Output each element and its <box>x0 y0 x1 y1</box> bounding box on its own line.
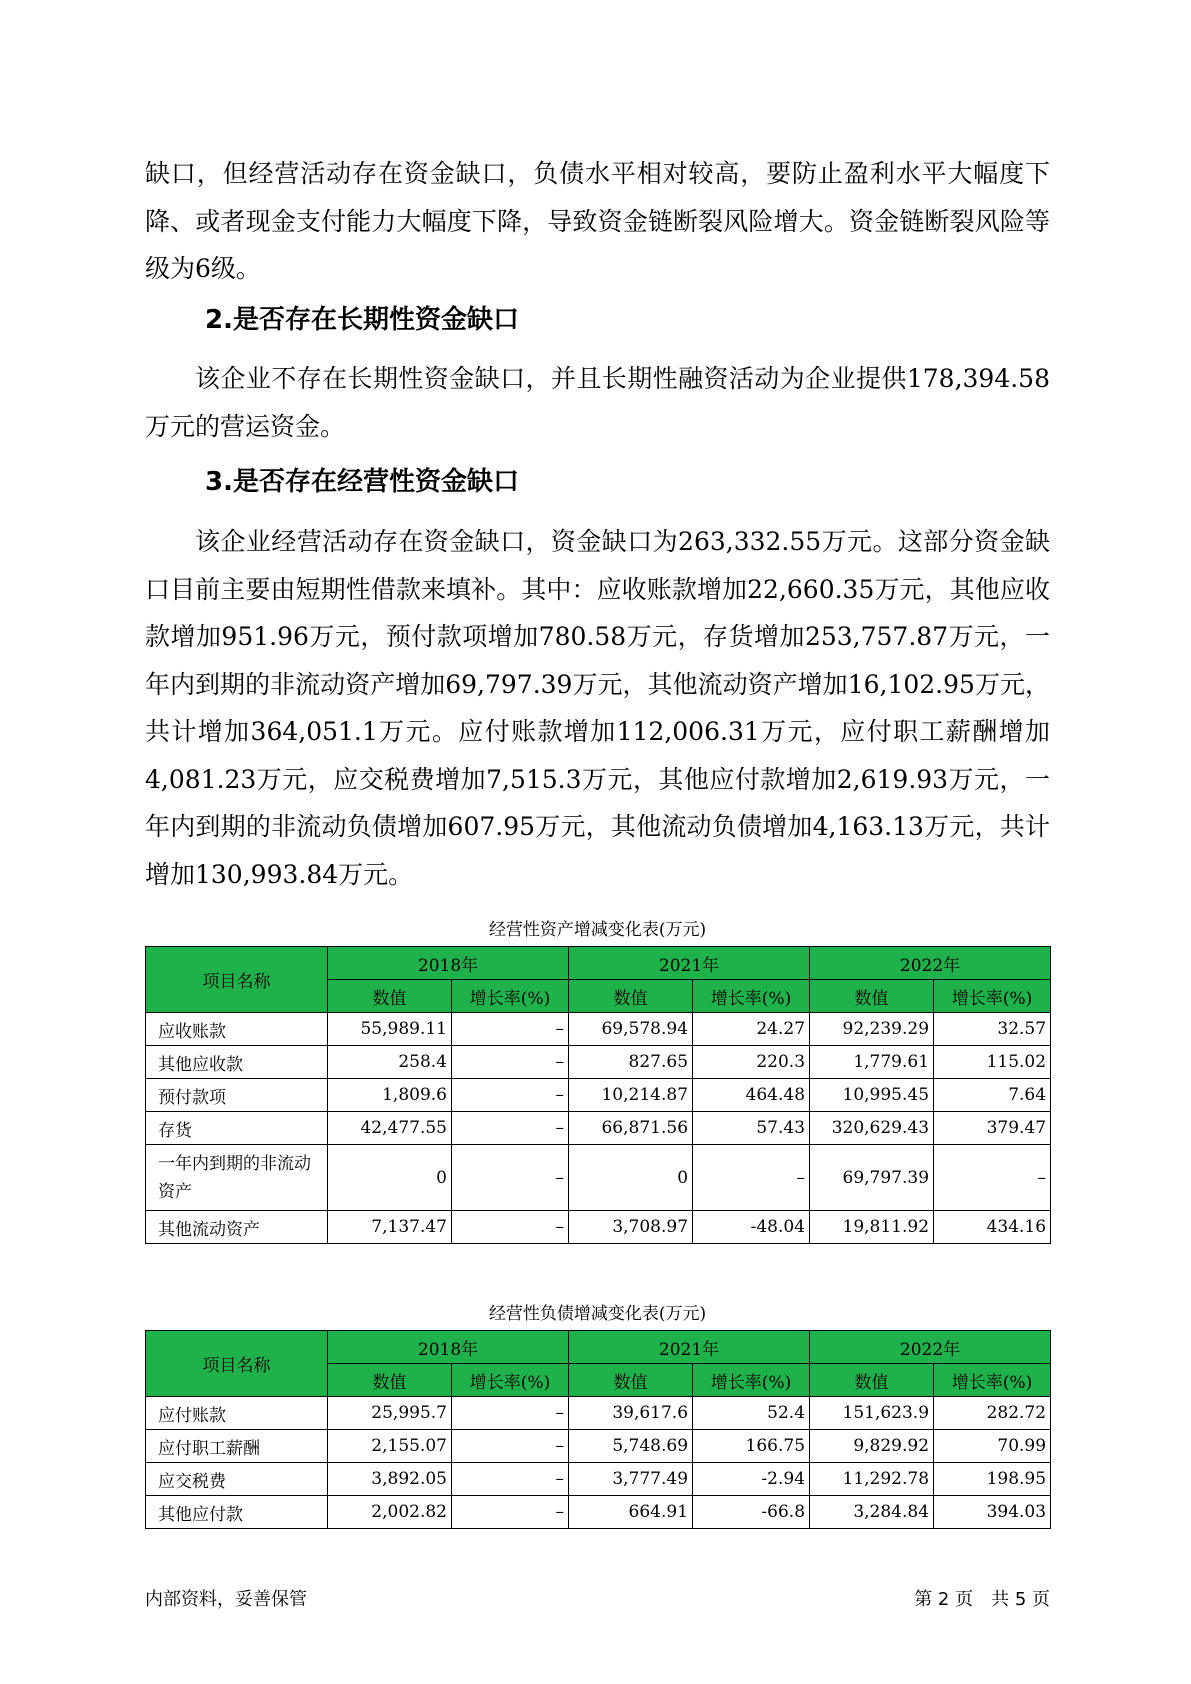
row-name: 其他应付款 <box>146 1496 328 1529</box>
table-row <box>146 1079 1051 1112</box>
cell-value: 1,779.61 <box>810 1046 934 1079</box>
cell-value: 69,578.94 <box>569 1013 693 1046</box>
header-year-2022: 2022年 <box>810 1331 1051 1364</box>
cell-growth: – <box>452 1145 569 1211</box>
header-year-2018: 2018年 <box>328 947 569 980</box>
cell-value: 9,829.92 <box>810 1430 934 1463</box>
row-name: 一年内到期的非流动资产 <box>146 1145 328 1211</box>
header-year-2021: 2021年 <box>569 947 810 980</box>
footer-confidential-note: 内部资料，妥善保管 <box>145 1589 307 1610</box>
cell-value: 3,284.84 <box>810 1496 934 1529</box>
paragraph-risk-summary: 缺口，但经营活动存在资金缺口，负债水平相对较高，要防止盈利水平大幅度下降、或者现金支付能力大幅度下降，导致资金链断裂风险增大。资金链断裂风险等级为6级。 <box>145 159 1050 283</box>
cell-growth: 379.47 <box>934 1112 1051 1145</box>
cell-growth: – <box>452 1211 569 1244</box>
cell-value: 25,995.7 <box>328 1397 452 1430</box>
cell-value: 827.65 <box>569 1046 693 1079</box>
cell-growth: 32.57 <box>934 1013 1051 1046</box>
header-growth: 增长率(%) <box>452 1364 569 1397</box>
cell-growth: 434.16 <box>934 1211 1051 1244</box>
header-value: 数值 <box>328 980 452 1013</box>
cell-growth: 7.64 <box>934 1079 1051 1112</box>
header-year-2021: 2021年 <box>569 1331 810 1364</box>
cell-value: 151,623.9 <box>810 1397 934 1430</box>
table1-caption: 经营性资产增减变化表(万元) <box>488 920 707 940</box>
cell-value: 3,708.97 <box>569 1211 693 1244</box>
table-row <box>146 1145 1051 1211</box>
heading-operating-gap: 3.是否存在经营性资金缺口 <box>205 467 519 497</box>
paragraph-long-term-gap: 该企业不存在长期性资金缺口，并且长期性融资活动为企业提供178,394.58万元的营运资金。 <box>145 364 1050 441</box>
row-name: 应付账款 <box>146 1397 328 1430</box>
header-growth: 增长率(%) <box>934 1364 1051 1397</box>
cell-growth: -2.94 <box>693 1463 810 1496</box>
cell-growth: – <box>452 1463 569 1496</box>
header-value: 数值 <box>328 1364 452 1397</box>
row-name: 存货 <box>146 1112 328 1145</box>
row-name: 应收账款 <box>146 1013 328 1046</box>
cell-growth: – <box>452 1397 569 1430</box>
row-name: 其他应收款 <box>146 1046 328 1079</box>
cell-value: 0 <box>569 1145 693 1211</box>
cell-growth: 464.48 <box>693 1079 810 1112</box>
cell-value: 69,797.39 <box>810 1145 934 1211</box>
cell-growth: – <box>452 1046 569 1079</box>
cell-growth: – <box>934 1145 1051 1211</box>
cell-value: 66,871.56 <box>569 1112 693 1145</box>
footer-page-number: 第 2 页 共 5 页 <box>914 1589 1050 1610</box>
heading-long-term-gap: 2.是否存在长期性资金缺口 <box>205 305 519 335</box>
cell-value: 7,137.47 <box>328 1211 452 1244</box>
header-value: 数值 <box>569 1364 693 1397</box>
cell-value: 5,748.69 <box>569 1430 693 1463</box>
cell-growth: -66.8 <box>693 1496 810 1529</box>
row-name: 预付款项 <box>146 1079 328 1112</box>
cell-growth: – <box>693 1145 810 1211</box>
header-growth: 增长率(%) <box>452 980 569 1013</box>
row-name: 应交税费 <box>146 1463 328 1496</box>
table-row <box>146 1430 1051 1463</box>
header-year-2018: 2018年 <box>328 1331 569 1364</box>
cell-value: 3,892.05 <box>328 1463 452 1496</box>
table-row <box>146 1112 1051 1145</box>
paragraph-operating-gap: 该企业经营活动存在资金缺口，资金缺口为263,332.55万元。这部分资金缺口目前主要由短期性借款来填补。其中：应收账款增加22,660.35万元，其他应收款增加951.96万元，预付款项增加780.58万元，存货增加253,757.87万元，一年内到期的非流动资产增加69,797.39万元，其他流动资产增加16,102.95万元，共计增加364,051.1万元。应付账款增加112,006.31万元，应付职工薪酬增加4,081.23万元，应交税费增加7,515.3万元，其他应付款增加2,619.93万元，一年内到期的非流动负债增加607.95万元，其他流动负债增加4,163.13万元，共计增加130,993.84万元。 <box>145 527 1050 889</box>
row-name: 其他流动资产 <box>146 1211 328 1244</box>
cell-value: 1,809.6 <box>328 1079 452 1112</box>
cell-value: 2,002.82 <box>328 1496 452 1529</box>
table-row <box>146 1211 1051 1244</box>
cell-value: 3,777.49 <box>569 1463 693 1496</box>
cell-value: 92,239.29 <box>810 1013 934 1046</box>
cell-value: 10,995.45 <box>810 1079 934 1112</box>
row-name: 应付职工薪酬 <box>146 1430 328 1463</box>
cell-value: 39,617.6 <box>569 1397 693 1430</box>
cell-value: 258.4 <box>328 1046 452 1079</box>
header-growth: 增长率(%) <box>934 980 1051 1013</box>
cell-value: 664.91 <box>569 1496 693 1529</box>
cell-value: 2,155.07 <box>328 1430 452 1463</box>
cell-growth: – <box>452 1079 569 1112</box>
cell-growth: 52.4 <box>693 1397 810 1430</box>
table-row <box>146 1463 1051 1496</box>
cell-value: 320,629.43 <box>810 1112 934 1145</box>
header-growth: 增长率(%) <box>693 1364 810 1397</box>
cell-growth: – <box>452 1430 569 1463</box>
cell-growth: – <box>452 1496 569 1529</box>
header-year-2022: 2022年 <box>810 947 1051 980</box>
cell-growth: 198.95 <box>934 1463 1051 1496</box>
header-growth: 增长率(%) <box>693 980 810 1013</box>
cell-growth: 24.27 <box>693 1013 810 1046</box>
header-value: 数值 <box>810 980 934 1013</box>
header-value: 数值 <box>569 980 693 1013</box>
cell-growth: -48.04 <box>693 1211 810 1244</box>
table-row <box>146 1397 1051 1430</box>
cell-growth: 394.03 <box>934 1496 1051 1529</box>
table2-caption: 经营性负债增减变化表(万元) <box>488 1304 707 1324</box>
cell-growth: 282.72 <box>934 1397 1051 1430</box>
operating-liabilities-table <box>145 1330 1051 1529</box>
cell-value: 10,214.87 <box>569 1079 693 1112</box>
header-item-name: 项目名称 <box>146 947 328 1013</box>
cell-growth: 166.75 <box>693 1430 810 1463</box>
table-row <box>146 1496 1051 1529</box>
operating-assets-table <box>145 946 1051 1244</box>
cell-growth: 57.43 <box>693 1112 810 1145</box>
cell-value: 42,477.55 <box>328 1112 452 1145</box>
cell-growth: – <box>452 1013 569 1046</box>
table-row <box>146 1013 1051 1046</box>
cell-value: 55,989.11 <box>328 1013 452 1046</box>
cell-value: 19,811.92 <box>810 1211 934 1244</box>
header-item-name: 项目名称 <box>146 1331 328 1397</box>
cell-growth: 115.02 <box>934 1046 1051 1079</box>
cell-value: 11,292.78 <box>810 1463 934 1496</box>
header-value: 数值 <box>810 1364 934 1397</box>
cell-growth: 70.99 <box>934 1430 1051 1463</box>
cell-growth: – <box>452 1112 569 1145</box>
table-row <box>146 1046 1051 1079</box>
cell-growth: 220.3 <box>693 1046 810 1079</box>
cell-value: 0 <box>328 1145 452 1211</box>
